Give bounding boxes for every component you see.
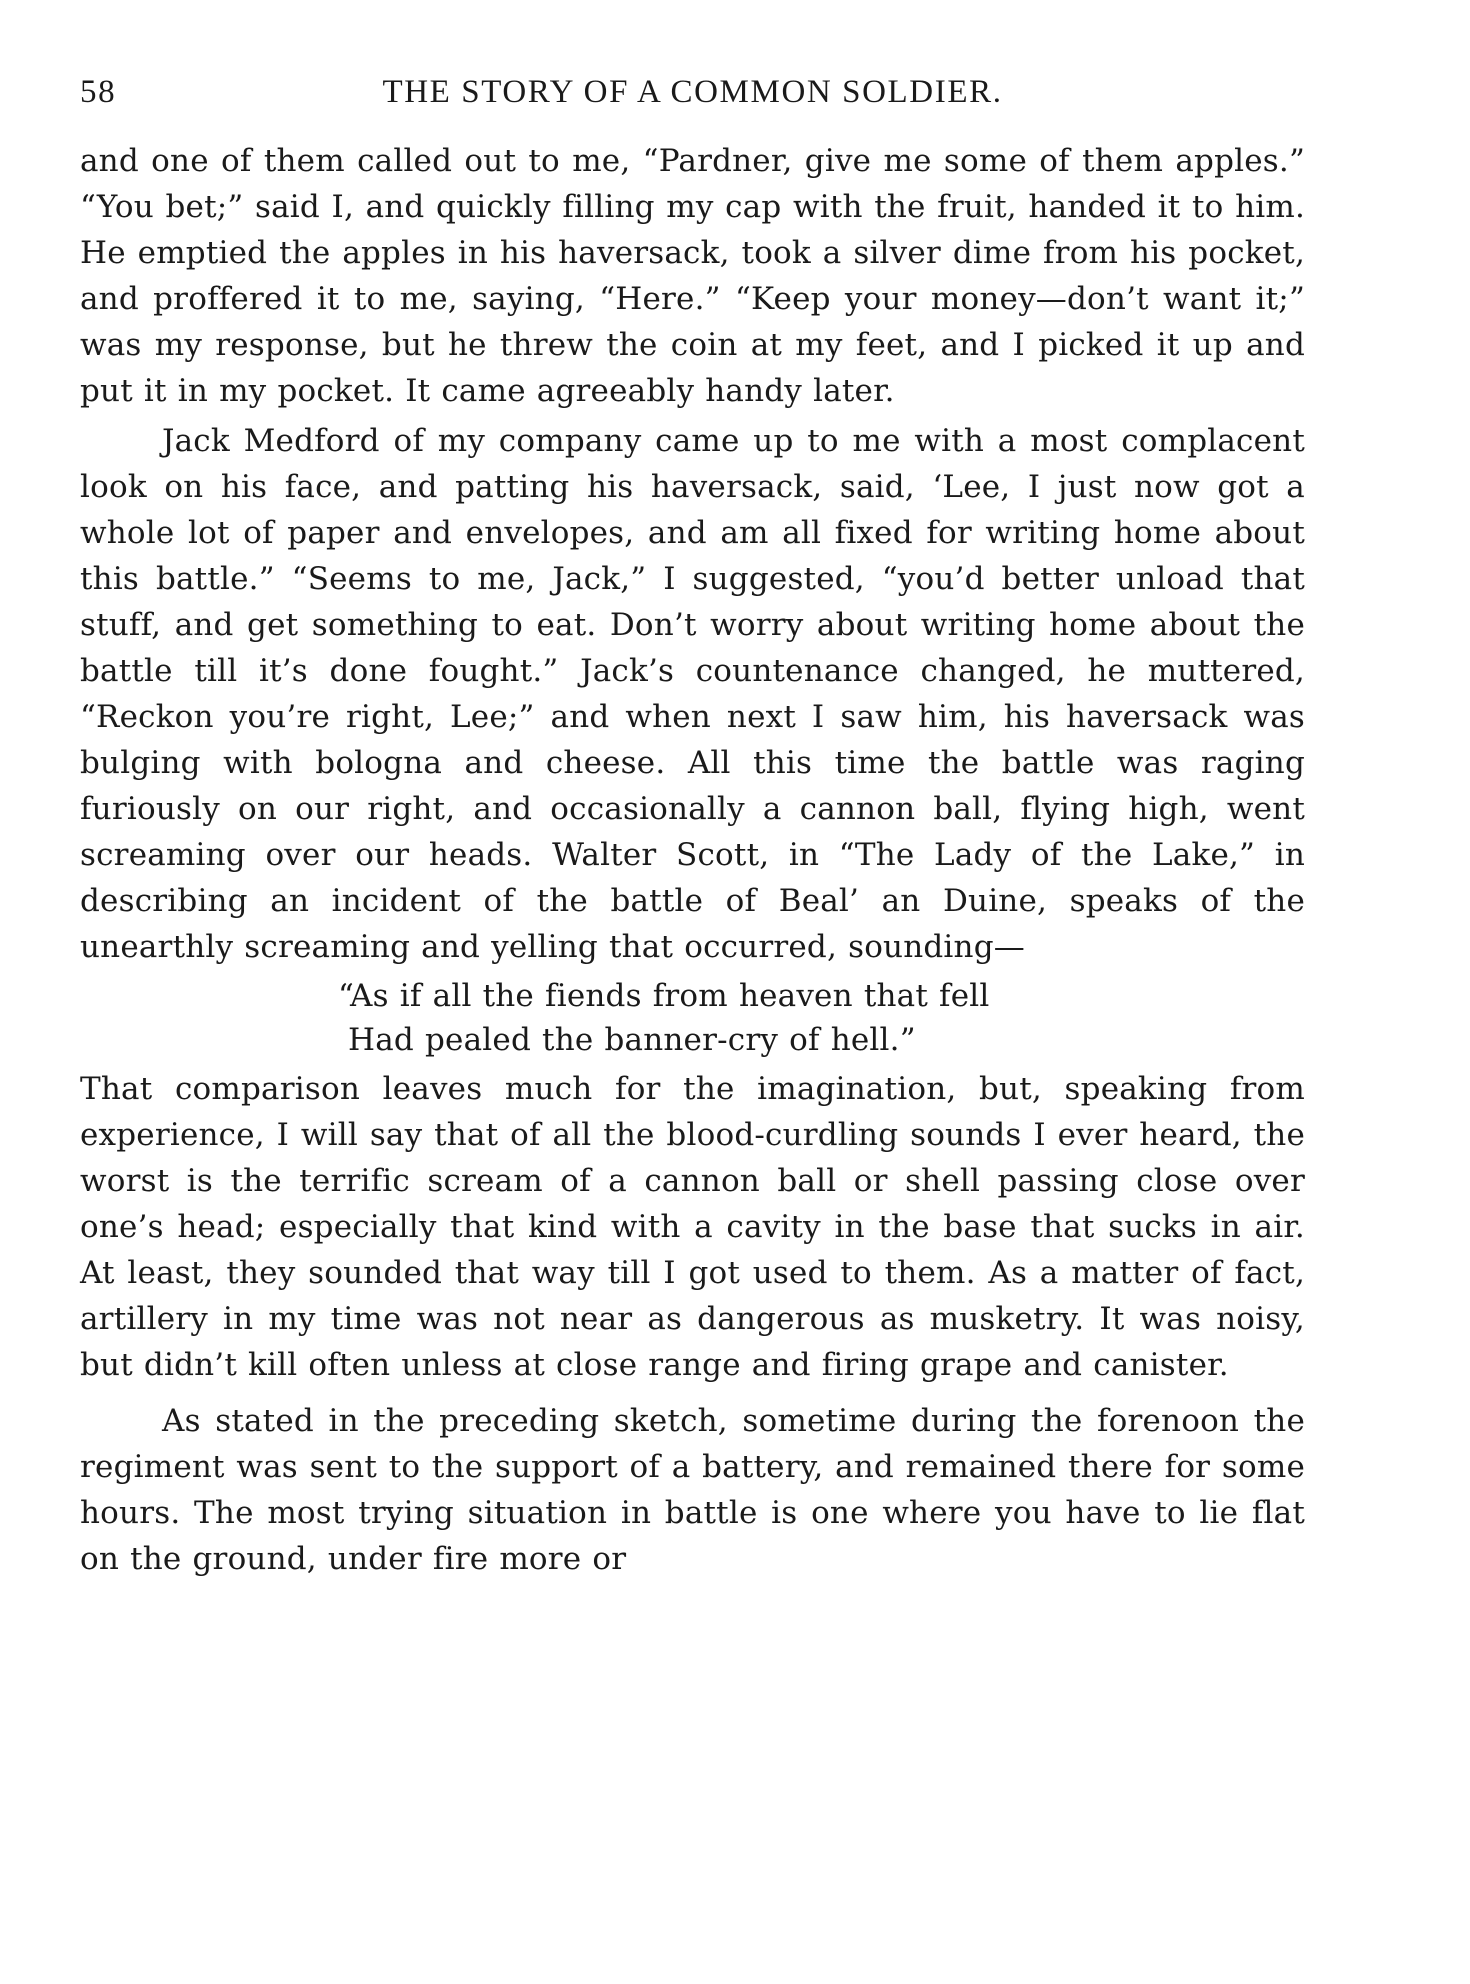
running-head: THE STORY OF A COMMON SOLDIER.: [382, 74, 1003, 110]
paragraph-battery: As stated in the preceding sketch, sometime during the forenoon the regiment was sent to the support of a battery, and remained there for some hours. The most trying situation in battle is one where you have to lie flat on the ground, under fire more or: [80, 1403, 1305, 1577]
paragraph-jack-medford: Jack Medford of my company came up to me with a most complacent look on his face, and patting his haversack, said, ‘Lee, I just now got a whole lot of paper and envelopes, and am all fixed for writing home about this battle.” “Seems to me, Jack,” I suggested, “you’d better unload that stuff, and get something to eat. Don’t worry about writing home about the battle till it’s done fought.” Jack’s countenance changed, he muttered, “Reckon you’re right, Lee;” and when next I saw him, his haversack was bulging with bologna and cheese. All this time the battle was raging furiously on our right, and occasionally a cannon ball, flying high, went screaming over our heads. Walter Scott, in “The Lady of the Lake,” in describing an incident of the battle of Beal’ an Duine, speaks of the unearthly screaming and yelling that occurred, sounding—: [80, 423, 1305, 965]
verse-quotation: [338, 974, 1305, 1062]
book-page: [80, 60, 1305, 1582]
verse-line-2: Had pealed the banner-cry of hell.”: [348, 1022, 916, 1058]
page-body: [80, 138, 1305, 1582]
paragraph-comparison: That comparison leaves much for the imagination, but, speaking from experience, I will say that of all the blood-curdling sounds I ever heard, the worst is the terrific scream of a cannon ball or shell passing close over one’s head; especially that kind with a cavity in the base that sucks in air. At least, they sounded that way till I got used to them. As a matter of fact, artillery in my time was not near as dangerous as musketry. It was noisy, but didn’t kill often unless at close range and firing grape and canister.: [80, 1071, 1305, 1383]
paragraph-continued: and one of them called out to me, “Pardner, give me some of them apples.” “You bet;” said I, and quickly filling my cap with the fruit, handed it to him. He emptied the apples in his haversack, took a silver dime from his pocket, and proffered it to me, saying, “Here.” “Keep your money—don’t want it;” was my response, but he threw the coin at my feet, and I picked it up and put it in my pocket. It came agreeably handy later.: [80, 143, 1305, 409]
page-header: [80, 60, 1305, 120]
page-number: 58: [80, 74, 117, 110]
verse-line-1: “As if all the fiends from heaven that fell: [338, 978, 990, 1014]
